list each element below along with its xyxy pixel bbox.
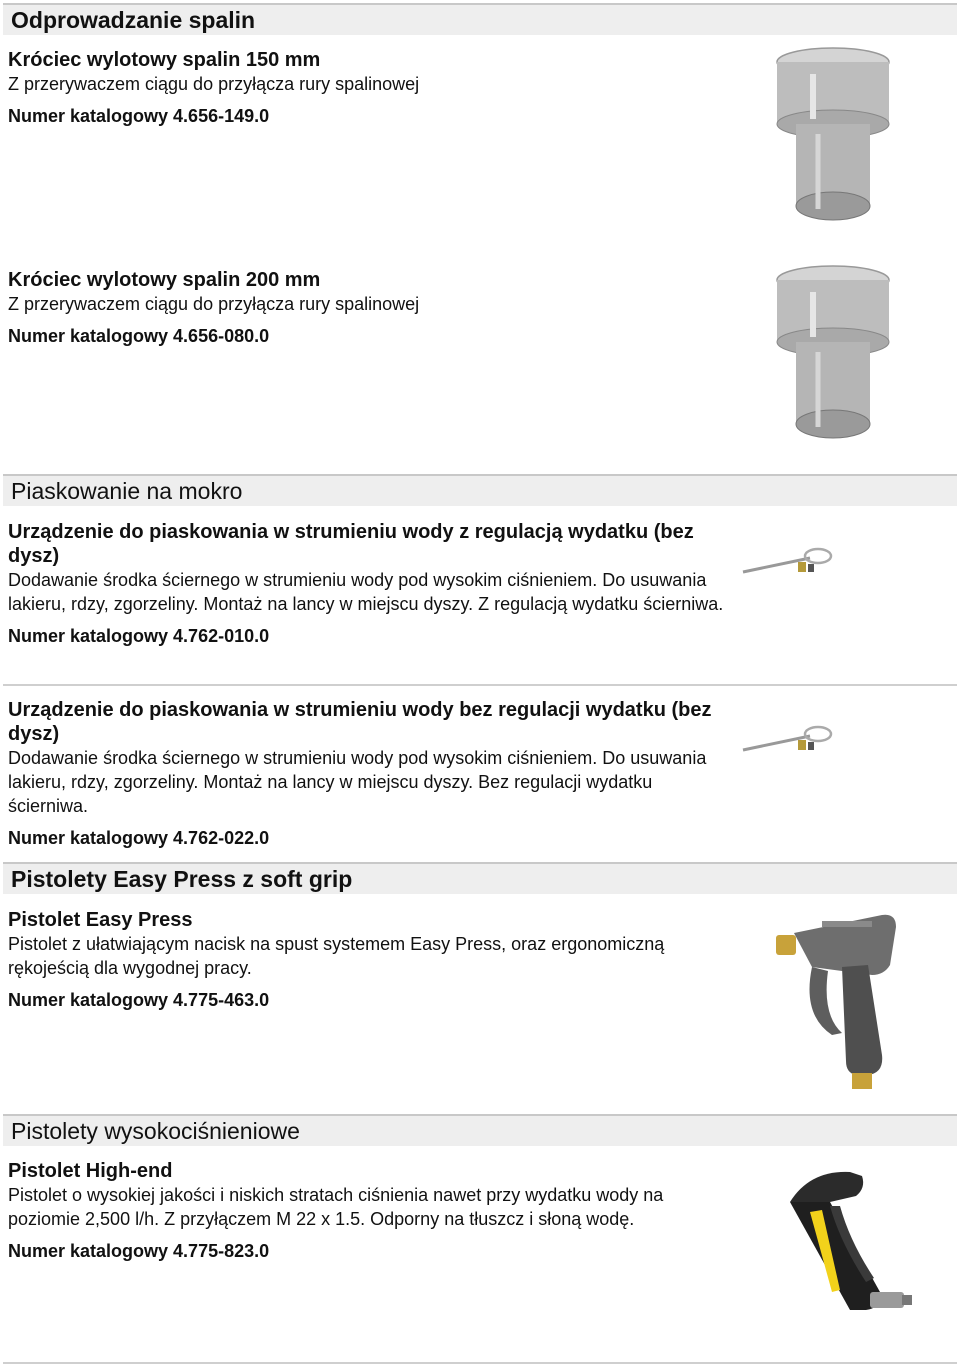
product-description: Dodawanie środka ściernego w strumieniu wody pod wysokim ciśnieniem. Do usuwania lakieru, rdzy, zgorzeliny. Montaż na lancy w miejscu dyszy. Z regulacją wydatku ścierniwa.	[8, 570, 724, 614]
catalog-number: Numer katalogowy 4.656-080.0	[8, 326, 270, 346]
product-description: Z przerywaczem ciągu do przyłącza rury spalinowej	[8, 294, 420, 314]
catalog-number: Numer katalogowy 4.775-823.0	[8, 1241, 270, 1261]
product-title: Urządzenie do piaskowania w strumieniu wody bez regulacji wydatku (bez dysz)	[8, 699, 712, 745]
spray-gun-icon	[772, 905, 902, 1095]
product-title: Króciec wylotowy spalin 200 mm	[8, 269, 321, 291]
product-description: Pistolet o wysokiej jakości i niskich stratach ciśnienia nawet przy wydatku wody na poziomie 2,500 l/h. Z przyłączem M 22 x 1.5. Odporny na tłuszcz i słoną wodę.	[8, 1185, 664, 1229]
catalog-number: Numer katalogowy 4.762-022.0	[8, 828, 270, 848]
product-item	[8, 698, 728, 850]
product-description: Pistolet z ułatwiającym nacisk na spust systemem Easy Press, oraz ergonomiczną rękojeścią dla wygodnej pracy.	[8, 934, 665, 978]
product-description: Dodawanie środka ściernego w strumieniu wody pod wysokim ciśnieniem. Do usuwania lakieru, rdzy, zgorzeliny. Montaż na lancy w miejscu dyszy. Bez regulacji wydatku ścierniwa.	[8, 748, 707, 816]
product-item	[8, 1159, 728, 1263]
product-title: Pistolet Easy Press	[8, 909, 193, 931]
product-title: Pistolet High-end	[8, 1160, 173, 1182]
product-item	[8, 908, 728, 1012]
catalog-number: Numer katalogowy 4.656-149.0	[8, 106, 270, 126]
high-end-gun-icon	[770, 1162, 930, 1322]
divider	[3, 684, 957, 686]
divider	[3, 1362, 957, 1364]
catalog-number: Numer katalogowy 4.775-463.0	[8, 990, 270, 1010]
product-title: Króciec wylotowy spalin 150 mm	[8, 49, 321, 71]
sandblasting-lance-icon	[740, 718, 835, 763]
section-title-high-pressure-guns: Pistolety wysokociśnieniowe	[3, 1114, 957, 1146]
product-item	[8, 268, 728, 348]
catalog-number: Numer katalogowy 4.762-010.0	[8, 626, 270, 646]
exhaust-pipe-icon	[768, 262, 898, 447]
section-title-wet-sandblasting: Piaskowanie na mokro	[3, 474, 957, 506]
product-description: Z przerywaczem ciągu do przyłącza rury spalinowej	[8, 74, 420, 94]
product-item	[8, 520, 728, 648]
product-item	[8, 48, 728, 128]
sandblasting-lance-icon	[740, 540, 835, 585]
section-title-exhaust: Odprowadzanie spalin	[3, 3, 957, 35]
product-title: Urządzenie do piaskowania w strumieniu wody z regulacją wydatku (bez dysz)	[8, 521, 694, 567]
section-title-easy-press: Pistolety Easy Press z soft grip	[3, 862, 957, 894]
exhaust-pipe-icon	[768, 44, 898, 229]
